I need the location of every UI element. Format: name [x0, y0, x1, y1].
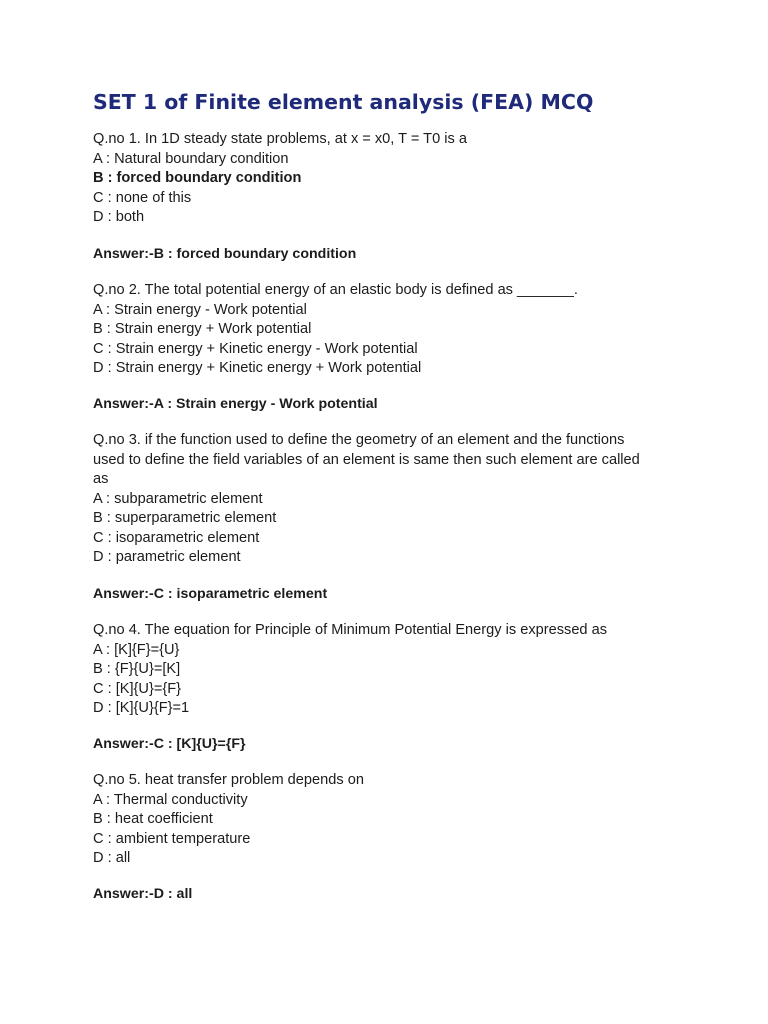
question-4 — [93, 621, 683, 719]
question-4-answer: Answer:-C : [K]{U}={F} — [93, 736, 246, 752]
question-3-option-a: A : subparametric element — [93, 490, 263, 507]
question-1-option-d: D : both — [93, 209, 145, 225]
question-5 — [93, 771, 683, 869]
question-5-answer: Answer:-D : all — [93, 886, 193, 902]
question-3-text-line-2: used to define the field variables of an element is same then such element are called — [93, 451, 640, 468]
question-3 — [93, 431, 683, 568]
question-4-text: Q.no 4. The equation for Principle of Minimum Potential Energy is expressed as — [93, 622, 608, 638]
question-5-option-c: C : ambient temperature — [93, 830, 251, 847]
question-5-option-b: B : heat coefficient — [93, 811, 213, 827]
question-5-option-a: A : Thermal conductivity — [93, 791, 248, 808]
question-2-option-c: C : Strain energy + Kinetic energy - Work potential — [93, 340, 418, 357]
question-2-option-b: B : Strain energy + Work potential — [93, 321, 312, 337]
page-title: SET 1 of Finite element analysis (FEA) MCQ — [93, 90, 594, 114]
question-3-text-line-3: as — [93, 471, 109, 487]
question-1-answer: Answer:-B : forced boundary condition — [93, 246, 357, 262]
question-5-text: Q.no 5. heat transfer problem depends on — [93, 772, 364, 788]
question-2-option-d: D : Strain energy + Kinetic energy + Work potential — [93, 360, 422, 376]
question-2-answer: Answer:-A : Strain energy - Work potential — [93, 396, 378, 412]
question-3-option-c: C : isoparametric element — [93, 529, 260, 546]
question-1-option-a: A : Natural boundary condition — [93, 150, 289, 167]
question-2 — [93, 281, 683, 379]
question-3-text-line-1: Q.no 3. if the function used to define the geometry of an element and the functions — [93, 432, 625, 448]
question-1-option-c: C : none of this — [93, 189, 192, 206]
question-3-option-d: D : parametric element — [93, 549, 241, 565]
question-3-option-b: B : superparametric element — [93, 510, 277, 526]
question-4-option-a: A : [K]{F}={U} — [93, 641, 180, 658]
question-4-option-d: D : [K]{U}{F}=1 — [93, 700, 190, 716]
question-1-option-b: B : forced boundary condition — [93, 170, 302, 186]
question-2-option-a: A : Strain energy - Work potential — [93, 301, 307, 318]
question-4-option-b: B : {F}{U}=[K] — [93, 661, 181, 677]
question-1 — [93, 130, 683, 228]
question-5-option-d: D : all — [93, 850, 131, 866]
question-4-option-c: C : [K]{U}={F} — [93, 680, 182, 697]
question-1-text: Q.no 1. In 1D steady state problems, at x = x0, T = T0 is a — [93, 131, 467, 147]
question-3-answer: Answer:-C : isoparametric element — [93, 586, 328, 602]
question-2-text: Q.no 2. The total potential energy of an elastic body is defined as _______. — [93, 282, 578, 298]
